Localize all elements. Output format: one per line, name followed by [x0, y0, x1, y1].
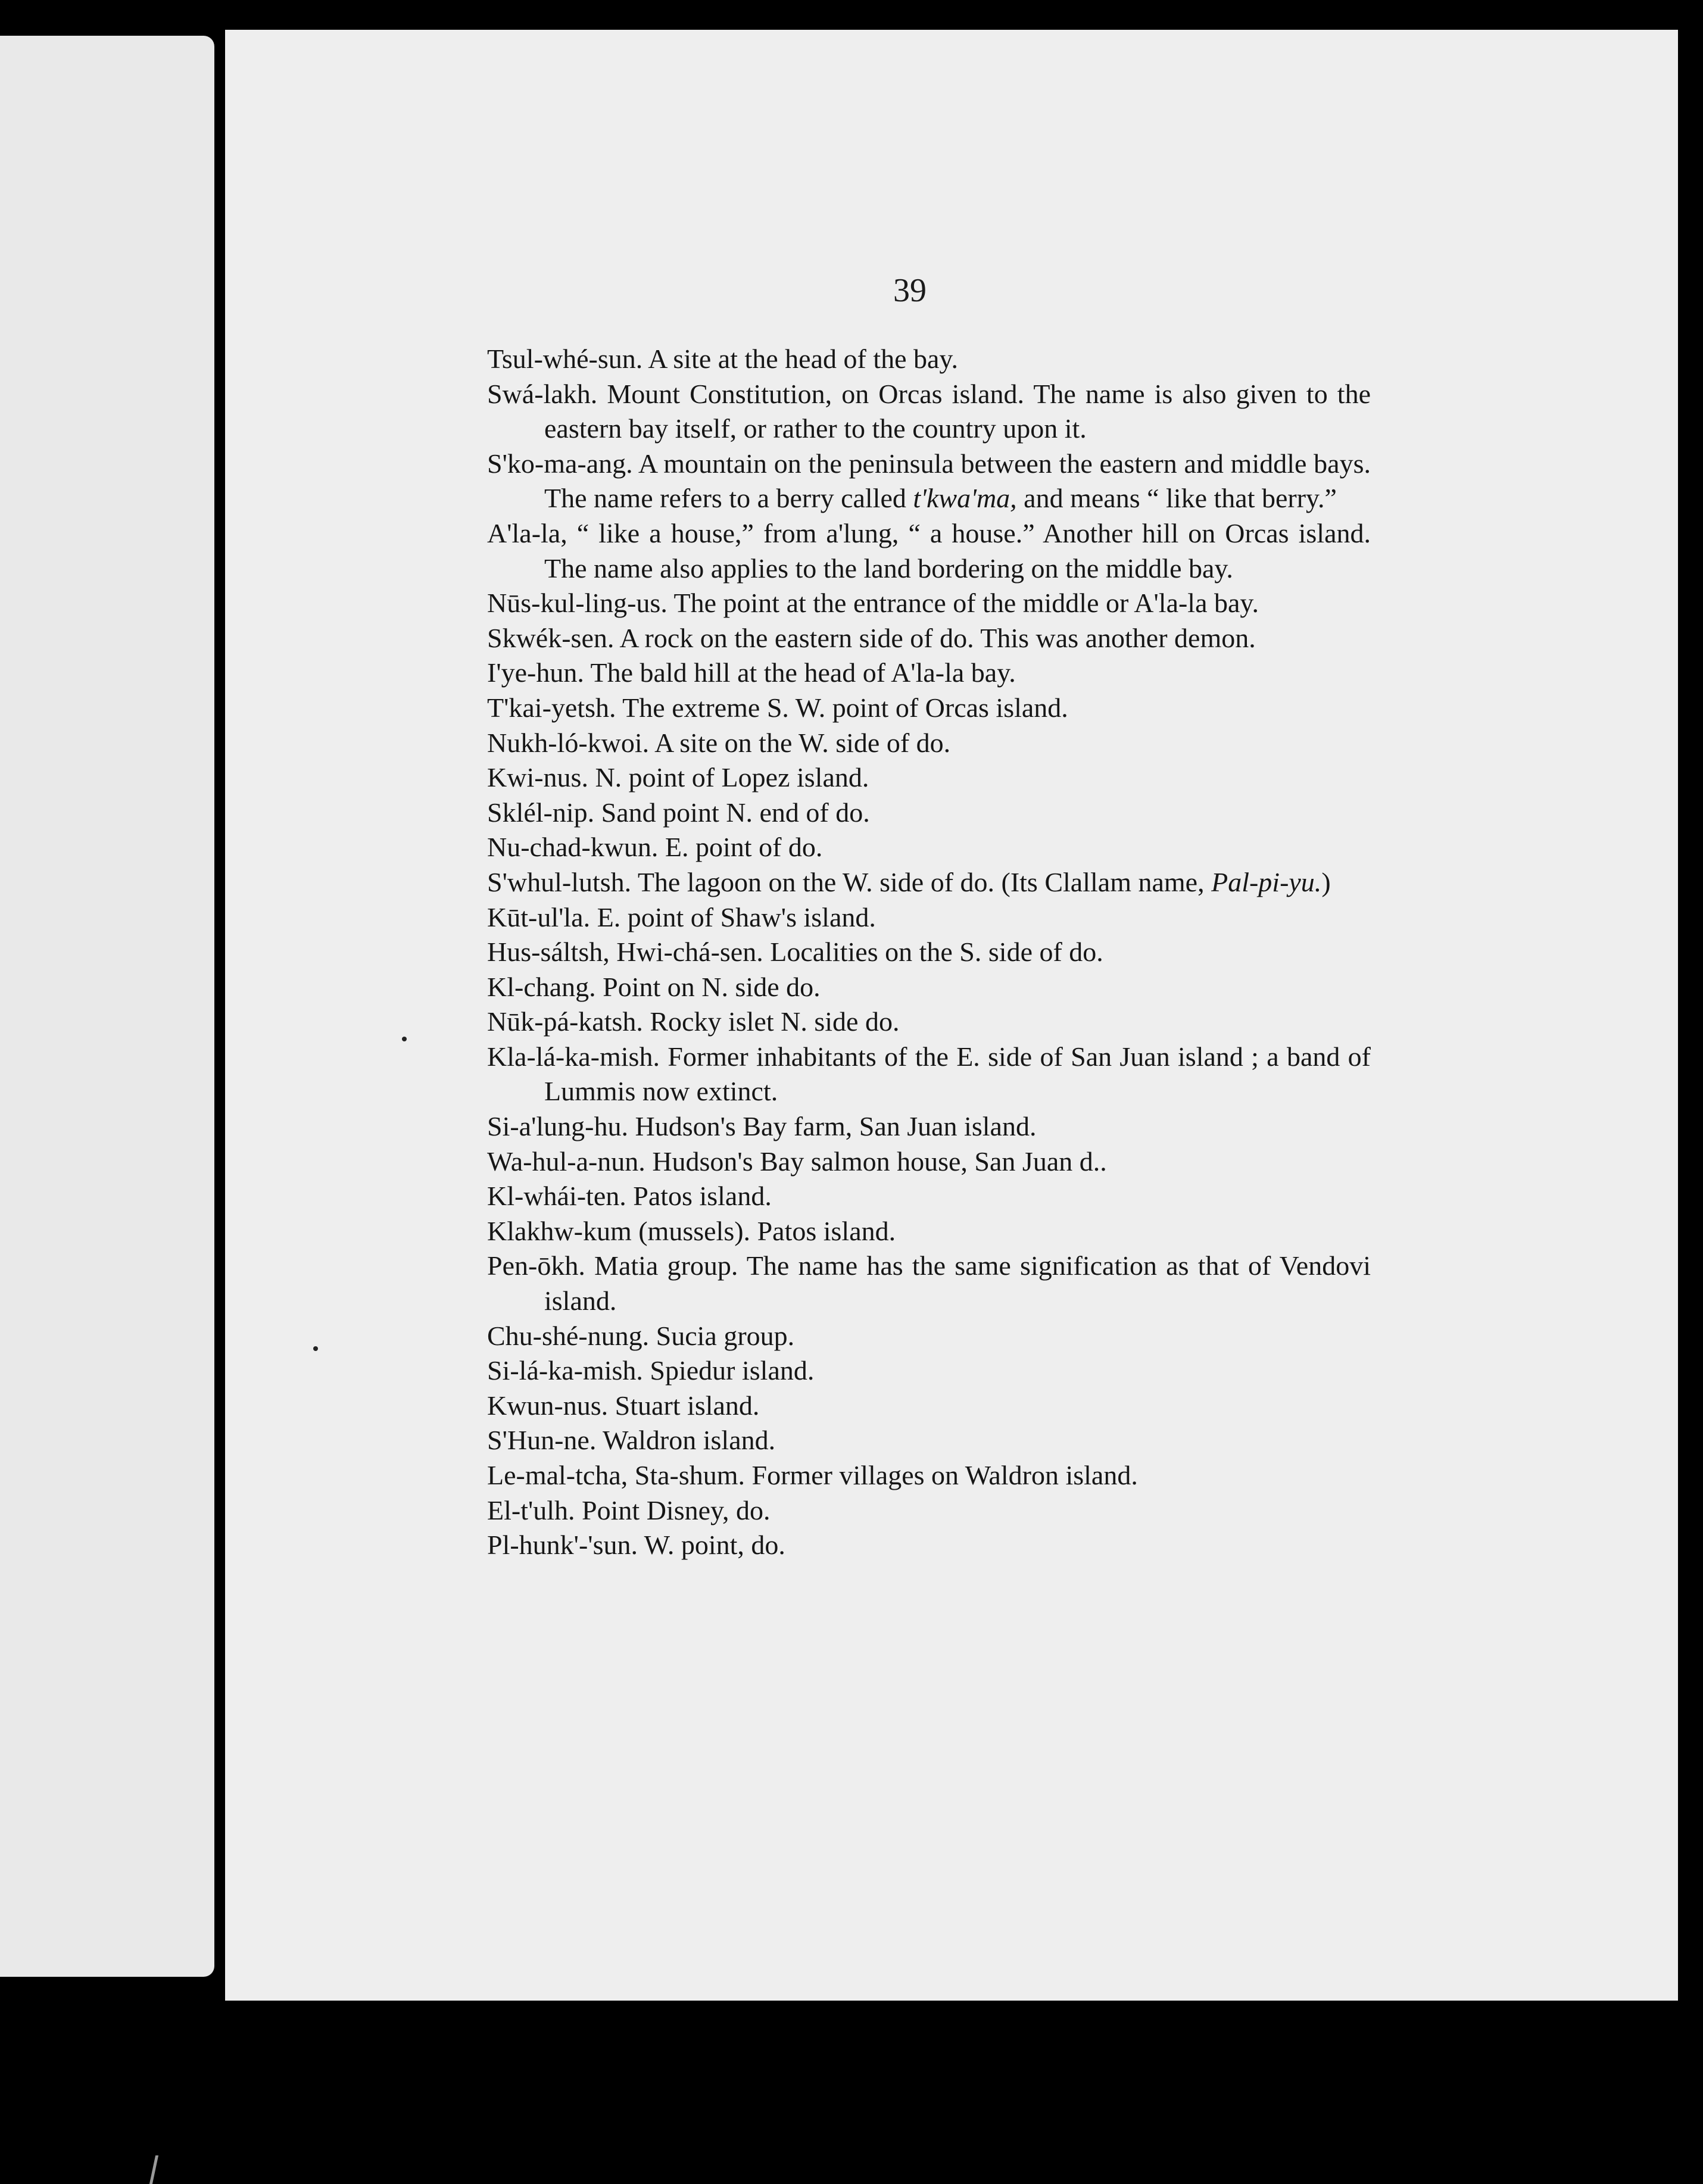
- place-description: Mount Constitution, on Orcas island. The name is also given to the eastern bay itself, or rather to the country upon it.: [544, 378, 1371, 444]
- place-name: S'whul-lutsh.: [487, 866, 632, 897]
- list-item: [487, 1004, 1371, 1040]
- place-description: Hudson's Bay salmon house, San Juan d..: [645, 1146, 1107, 1177]
- native-word: t'kwa'ma,: [913, 483, 1017, 514]
- list-item: [487, 691, 1371, 726]
- page-number: 39: [893, 272, 927, 309]
- place-description: Localities on the S. side of do.: [763, 937, 1103, 968]
- place-description: W. point, do.: [637, 1530, 785, 1561]
- place-description: E. point of Shaw's island.: [590, 901, 876, 932]
- list-item: [487, 1319, 1371, 1354]
- list-item: [487, 1528, 1371, 1563]
- place-description: Stuart island.: [608, 1390, 760, 1421]
- list-item: [487, 1109, 1371, 1144]
- list-item: [487, 1458, 1371, 1493]
- place-name: Kwi-nus.: [487, 762, 588, 793]
- place-description: Former inhabitants of the E. side of San Juan island ; a band of Lummis now extinct.: [544, 1041, 1371, 1107]
- place-description: A rock on the eastern side of do. This was another demon.: [614, 622, 1256, 653]
- place-name: S'Hun-ne.: [487, 1425, 597, 1456]
- place-name: Si-lá-ka-mish.: [487, 1355, 643, 1386]
- place-name: Nūs-kul-ling-us.: [487, 588, 668, 619]
- place-description: “ like a house,” from a'lung, “ a house.” Another hill on Orcas island. The name also applies to the land bordering on the middle bay.: [544, 517, 1371, 584]
- place-name: Tsul-whé-sun.: [487, 344, 643, 374]
- place-name: Klakhw-kum (mussels).: [487, 1215, 751, 1246]
- list-item: [487, 1249, 1371, 1318]
- place-description: Sand point N. end of do.: [594, 797, 870, 828]
- place-description: Sucia group.: [649, 1320, 795, 1351]
- place-name: Si-a'lung-hu.: [487, 1111, 628, 1142]
- list-item: [487, 342, 1371, 377]
- place-description: A site at the head of the bay.: [642, 344, 958, 374]
- place-name-list: [487, 342, 1371, 1563]
- place-name: Le-mal-tcha, Sta-shum.: [487, 1460, 746, 1490]
- facing-page-edge: [0, 36, 214, 1977]
- place-name: Swá-lakh.: [487, 378, 598, 409]
- place-description-tail: ): [1321, 866, 1331, 897]
- place-name: Kl-whái-ten.: [487, 1181, 626, 1212]
- place-name: Kwun-nus.: [487, 1390, 609, 1421]
- place-description: Patos island.: [626, 1181, 772, 1212]
- list-item: [487, 1144, 1371, 1180]
- list-item: [487, 865, 1371, 900]
- place-name: Pl-hunk'-'sun.: [487, 1530, 638, 1561]
- list-item: [487, 447, 1371, 516]
- place-description: E. point of do.: [658, 832, 823, 863]
- place-name: Nukh-ló-kwoi.: [487, 727, 650, 758]
- place-description: Waldron island.: [596, 1425, 776, 1456]
- place-name: Kla-lá-ka-mish.: [487, 1041, 660, 1072]
- list-item: [487, 935, 1371, 970]
- place-name: Kl-chang.: [487, 971, 596, 1002]
- place-description: Patos island.: [750, 1215, 896, 1246]
- place-description: Point Disney, do.: [575, 1495, 771, 1525]
- list-item: [487, 970, 1371, 1005]
- list-item: [487, 621, 1371, 656]
- list-item: [487, 1214, 1371, 1249]
- place-description: The lagoon on the W. side of do. (Its Clallam name,: [631, 866, 1212, 897]
- place-name: I'ye-hun.: [487, 657, 584, 688]
- list-item: [487, 830, 1371, 865]
- list-item: [487, 900, 1371, 935]
- place-name: Wa-hul-a-nun.: [487, 1146, 645, 1177]
- place-name: S'ko-ma-ang.: [487, 448, 633, 479]
- ink-speck: [313, 1346, 318, 1351]
- list-item: [487, 1389, 1371, 1424]
- list-item: [487, 1040, 1371, 1109]
- list-item: [487, 377, 1371, 447]
- list-item: [487, 1179, 1371, 1214]
- place-description: N. point of Lopez island.: [588, 762, 869, 793]
- place-description: A mountain on the peninsula between the eastern and middle bays. The name refers to a berry called: [544, 448, 1371, 514]
- place-name: Hus-sáltsh, Hwi-chá-sen.: [487, 937, 763, 968]
- place-description: A site on the W. side of do.: [649, 727, 951, 758]
- native-word: Pal-pi-yu.: [1211, 866, 1322, 897]
- place-name: Sklél-nip.: [487, 797, 595, 828]
- place-description: Spiedur island.: [642, 1355, 815, 1386]
- list-item: [487, 586, 1371, 621]
- place-name: T'kai-yetsh.: [487, 692, 616, 723]
- place-description: Point on N. side do.: [595, 971, 821, 1002]
- place-name: El-t'ulh.: [487, 1495, 575, 1525]
- place-name: Nu-chad-kwun.: [487, 832, 659, 863]
- list-item: [487, 1493, 1371, 1528]
- place-name: A'la-la,: [487, 517, 567, 548]
- place-name: Skwék-sen.: [487, 622, 615, 653]
- place-description-tail: and means “ like that berry.”: [1016, 483, 1337, 514]
- place-description: Rocky islet N. side do.: [642, 1006, 900, 1037]
- place-name: Nūk-pá-katsh.: [487, 1006, 643, 1037]
- place-name: Chu-shé-nung.: [487, 1320, 650, 1351]
- place-name: Kūt-ul'la.: [487, 901, 591, 932]
- list-item: [487, 1423, 1371, 1458]
- place-description: The extreme S. W. point of Orcas island.: [616, 692, 1068, 723]
- ink-speck: [402, 1037, 407, 1041]
- place-name: Pen-ōkh.: [487, 1250, 585, 1281]
- list-item: [487, 516, 1371, 586]
- list-item: [487, 795, 1371, 831]
- list-item: [487, 760, 1371, 795]
- page-edge-mark: [149, 2155, 158, 2184]
- list-item: [487, 726, 1371, 761]
- place-description: The point at the entrance of the middle or A'la-la bay.: [667, 588, 1259, 619]
- list-item: [487, 656, 1371, 691]
- list-item: [487, 1353, 1371, 1389]
- place-description: Matia group. The name has the same signification as that of Vendovi island.: [544, 1250, 1371, 1316]
- place-description: Former villages on Waldron island.: [745, 1460, 1138, 1490]
- place-description: Hudson's Bay farm, San Juan island.: [628, 1111, 1037, 1142]
- place-description: The bald hill at the head of A'la-la bay.: [584, 657, 1016, 688]
